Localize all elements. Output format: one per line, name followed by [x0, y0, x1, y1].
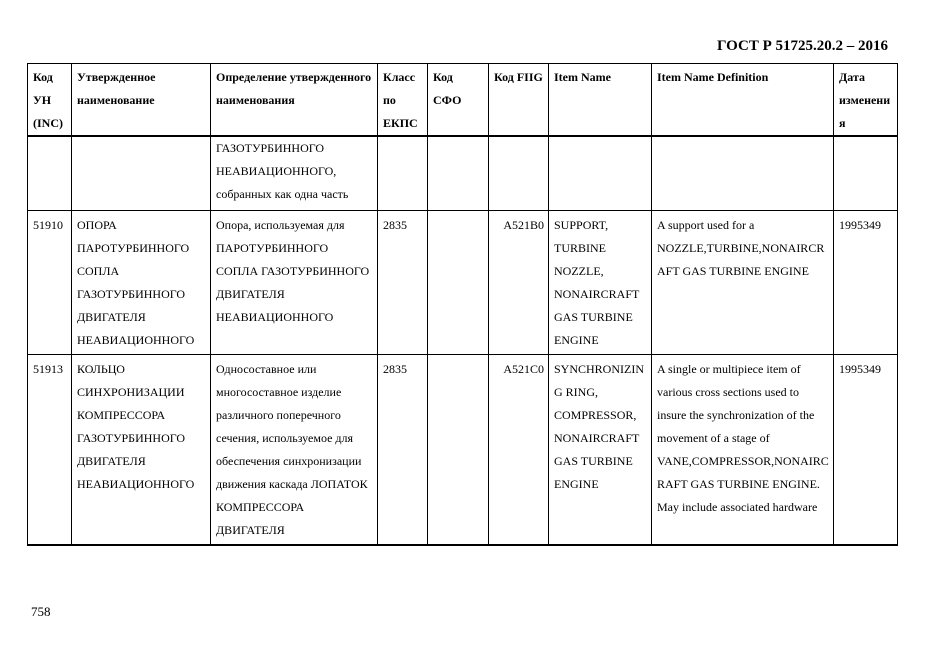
cell-class: 2835	[378, 355, 428, 546]
cell-sfo	[428, 211, 489, 355]
cell-date: 1995349	[834, 355, 898, 546]
column-header-approved-name: Утвержденное наименование	[72, 64, 211, 137]
cell-item-definition: A single or multipiece item of various cross sections used to insure the synchronization of the movement of a stage of VANE,COMPRESSOR,NONAIRCRAFT GAS TURBINE ENGINE. May include associated hardware	[652, 355, 834, 546]
cell-date: 1995349	[834, 211, 898, 355]
column-header-inc: Код УН (INC)	[28, 64, 72, 137]
cell-item-name	[549, 136, 652, 211]
column-header-sfo: Код СФО	[428, 64, 489, 137]
cell-sfo	[428, 136, 489, 211]
catalog-table	[27, 63, 898, 546]
cell-definition: ГАЗОТУРБИННОГО НЕАВИАЦИОННОГО, собранных как одна часть	[211, 136, 378, 211]
cell-definition: Опора, используемая для ПАРОТУРБИННОГО СОПЛА ГАЗОТУРБИННОГО ДВИГАТЕЛЯ НЕАВИАЦИОННОГО	[211, 211, 378, 355]
cell-inc: 51910	[28, 211, 72, 355]
cell-approved-name: КОЛЬЦО СИНХРОНИЗАЦИИ КОМПРЕССОРА ГАЗОТУРБИННОГО ДВИГАТЕЛЯ НЕАВИАЦИОННОГО	[72, 355, 211, 546]
cell-inc	[28, 136, 72, 211]
cell-approved-name: ОПОРА ПАРОТУРБИННОГО СОПЛА ГАЗОТУРБИННОГО ДВИГАТЕЛЯ НЕАВИАЦИОННОГО	[72, 211, 211, 355]
cell-fiig: A521B0	[489, 211, 549, 355]
cell-date	[834, 136, 898, 211]
table-row	[28, 211, 898, 355]
cell-approved-name	[72, 136, 211, 211]
table-header-row	[28, 64, 898, 137]
table-row	[28, 355, 898, 546]
column-header-class: Класс по ЕКПС	[378, 64, 428, 137]
cell-item-definition: A support used for a NOZZLE,TURBINE,NONAIRCRAFT GAS TURBINE ENGINE	[652, 211, 834, 355]
table-row	[28, 136, 898, 211]
cell-class	[378, 136, 428, 211]
cell-fiig	[489, 136, 549, 211]
cell-class: 2835	[378, 211, 428, 355]
column-header-item-name: Item Name	[549, 64, 652, 137]
column-header-fiig: Код FIIG	[489, 64, 549, 137]
document-designation: ГОСТ Р 51725.20.2 – 2016	[716, 38, 888, 54]
page-number: 758	[31, 604, 51, 619]
column-header-definition: Определение утвержденного наименования	[211, 64, 378, 137]
column-header-item-definition: Item Name Definition	[652, 64, 834, 137]
cell-sfo	[428, 355, 489, 546]
cell-item-definition	[652, 136, 834, 211]
cell-inc: 51913	[28, 355, 72, 546]
cell-item-name: SYNCHRONIZING RING, COMPRESSOR, NONAIRCRAFT GAS TURBINE ENGINE	[549, 355, 652, 546]
column-header-date: Дата изменения	[834, 64, 898, 137]
cell-definition: Односоставное или многосоставное изделие различного поперечного сечения, используемое для обеспечения синхронизации движения каскада ЛОПАТОК КОМПРЕССОРА ДВИГАТЕЛЯ	[211, 355, 378, 546]
cell-item-name: SUPPORT, TURBINE NOZZLE, NONAIRCRAFT GAS TURBINE ENGINE	[549, 211, 652, 355]
cell-fiig: A521C0	[489, 355, 549, 546]
